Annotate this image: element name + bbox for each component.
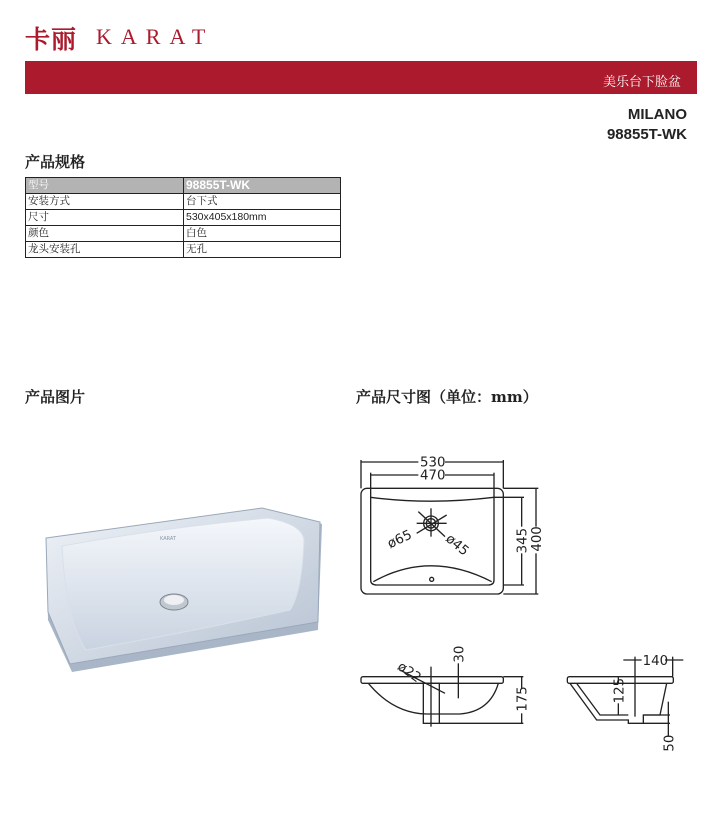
category-title: 美乐台下脸盆 [602, 75, 681, 90]
table-header-row [26, 178, 341, 194]
dim-530: 530 [420, 455, 446, 471]
brand-logo-cn: 卡丽 [25, 25, 78, 54]
side-view [567, 654, 683, 752]
dim-drain-45: ø45 [442, 531, 472, 560]
category-banner [25, 61, 697, 94]
table-cell: 尺寸 [26, 210, 184, 226]
table-cell: 型号 [26, 178, 184, 194]
sink-logo: KARAT [160, 536, 176, 542]
drawing-title: 产品尺寸图（单位：mm） [356, 388, 538, 406]
product-model: 98855T-WK [606, 126, 687, 143]
dim-175: 175 [515, 686, 531, 712]
dim-470: 470 [420, 468, 446, 484]
dim-overflow-22: ø22 [394, 659, 424, 687]
table-cell: 98855T-WK [184, 178, 341, 194]
table-cell: 龙头安装孔 [26, 242, 184, 258]
product-heading [607, 105, 687, 145]
top-view [361, 456, 545, 594]
table-cell: 安装方式 [26, 194, 184, 210]
table-cell: 白色 [184, 226, 341, 242]
spec-title: 产品规格 [25, 153, 86, 171]
table-cell: 颜色 [26, 226, 184, 242]
dim-125: 125 [612, 677, 628, 704]
dim-140: 140 [642, 654, 669, 669]
table-cell: 台下式 [184, 194, 341, 210]
sink-photo [40, 500, 330, 680]
table-row [26, 242, 341, 258]
brand-logo-en: KARAT [96, 24, 215, 49]
photo-title: 产品图片 [25, 388, 86, 406]
dim-345: 345 [515, 527, 531, 554]
dim-50: 50 [662, 734, 678, 752]
dim-30: 30 [452, 645, 468, 663]
table-cell: 无孔 [184, 242, 341, 258]
table-row [26, 226, 341, 242]
dim-drain-65: ø65 [385, 527, 415, 552]
dimension-drawings [350, 440, 720, 760]
spec-table [25, 177, 341, 258]
dim-400: 400 [530, 526, 545, 552]
table-cell: 530x405x180mm [184, 210, 341, 226]
table-row [26, 194, 341, 210]
front-view [361, 646, 531, 727]
table-row [26, 210, 341, 226]
product-series: MILANO [627, 106, 687, 123]
